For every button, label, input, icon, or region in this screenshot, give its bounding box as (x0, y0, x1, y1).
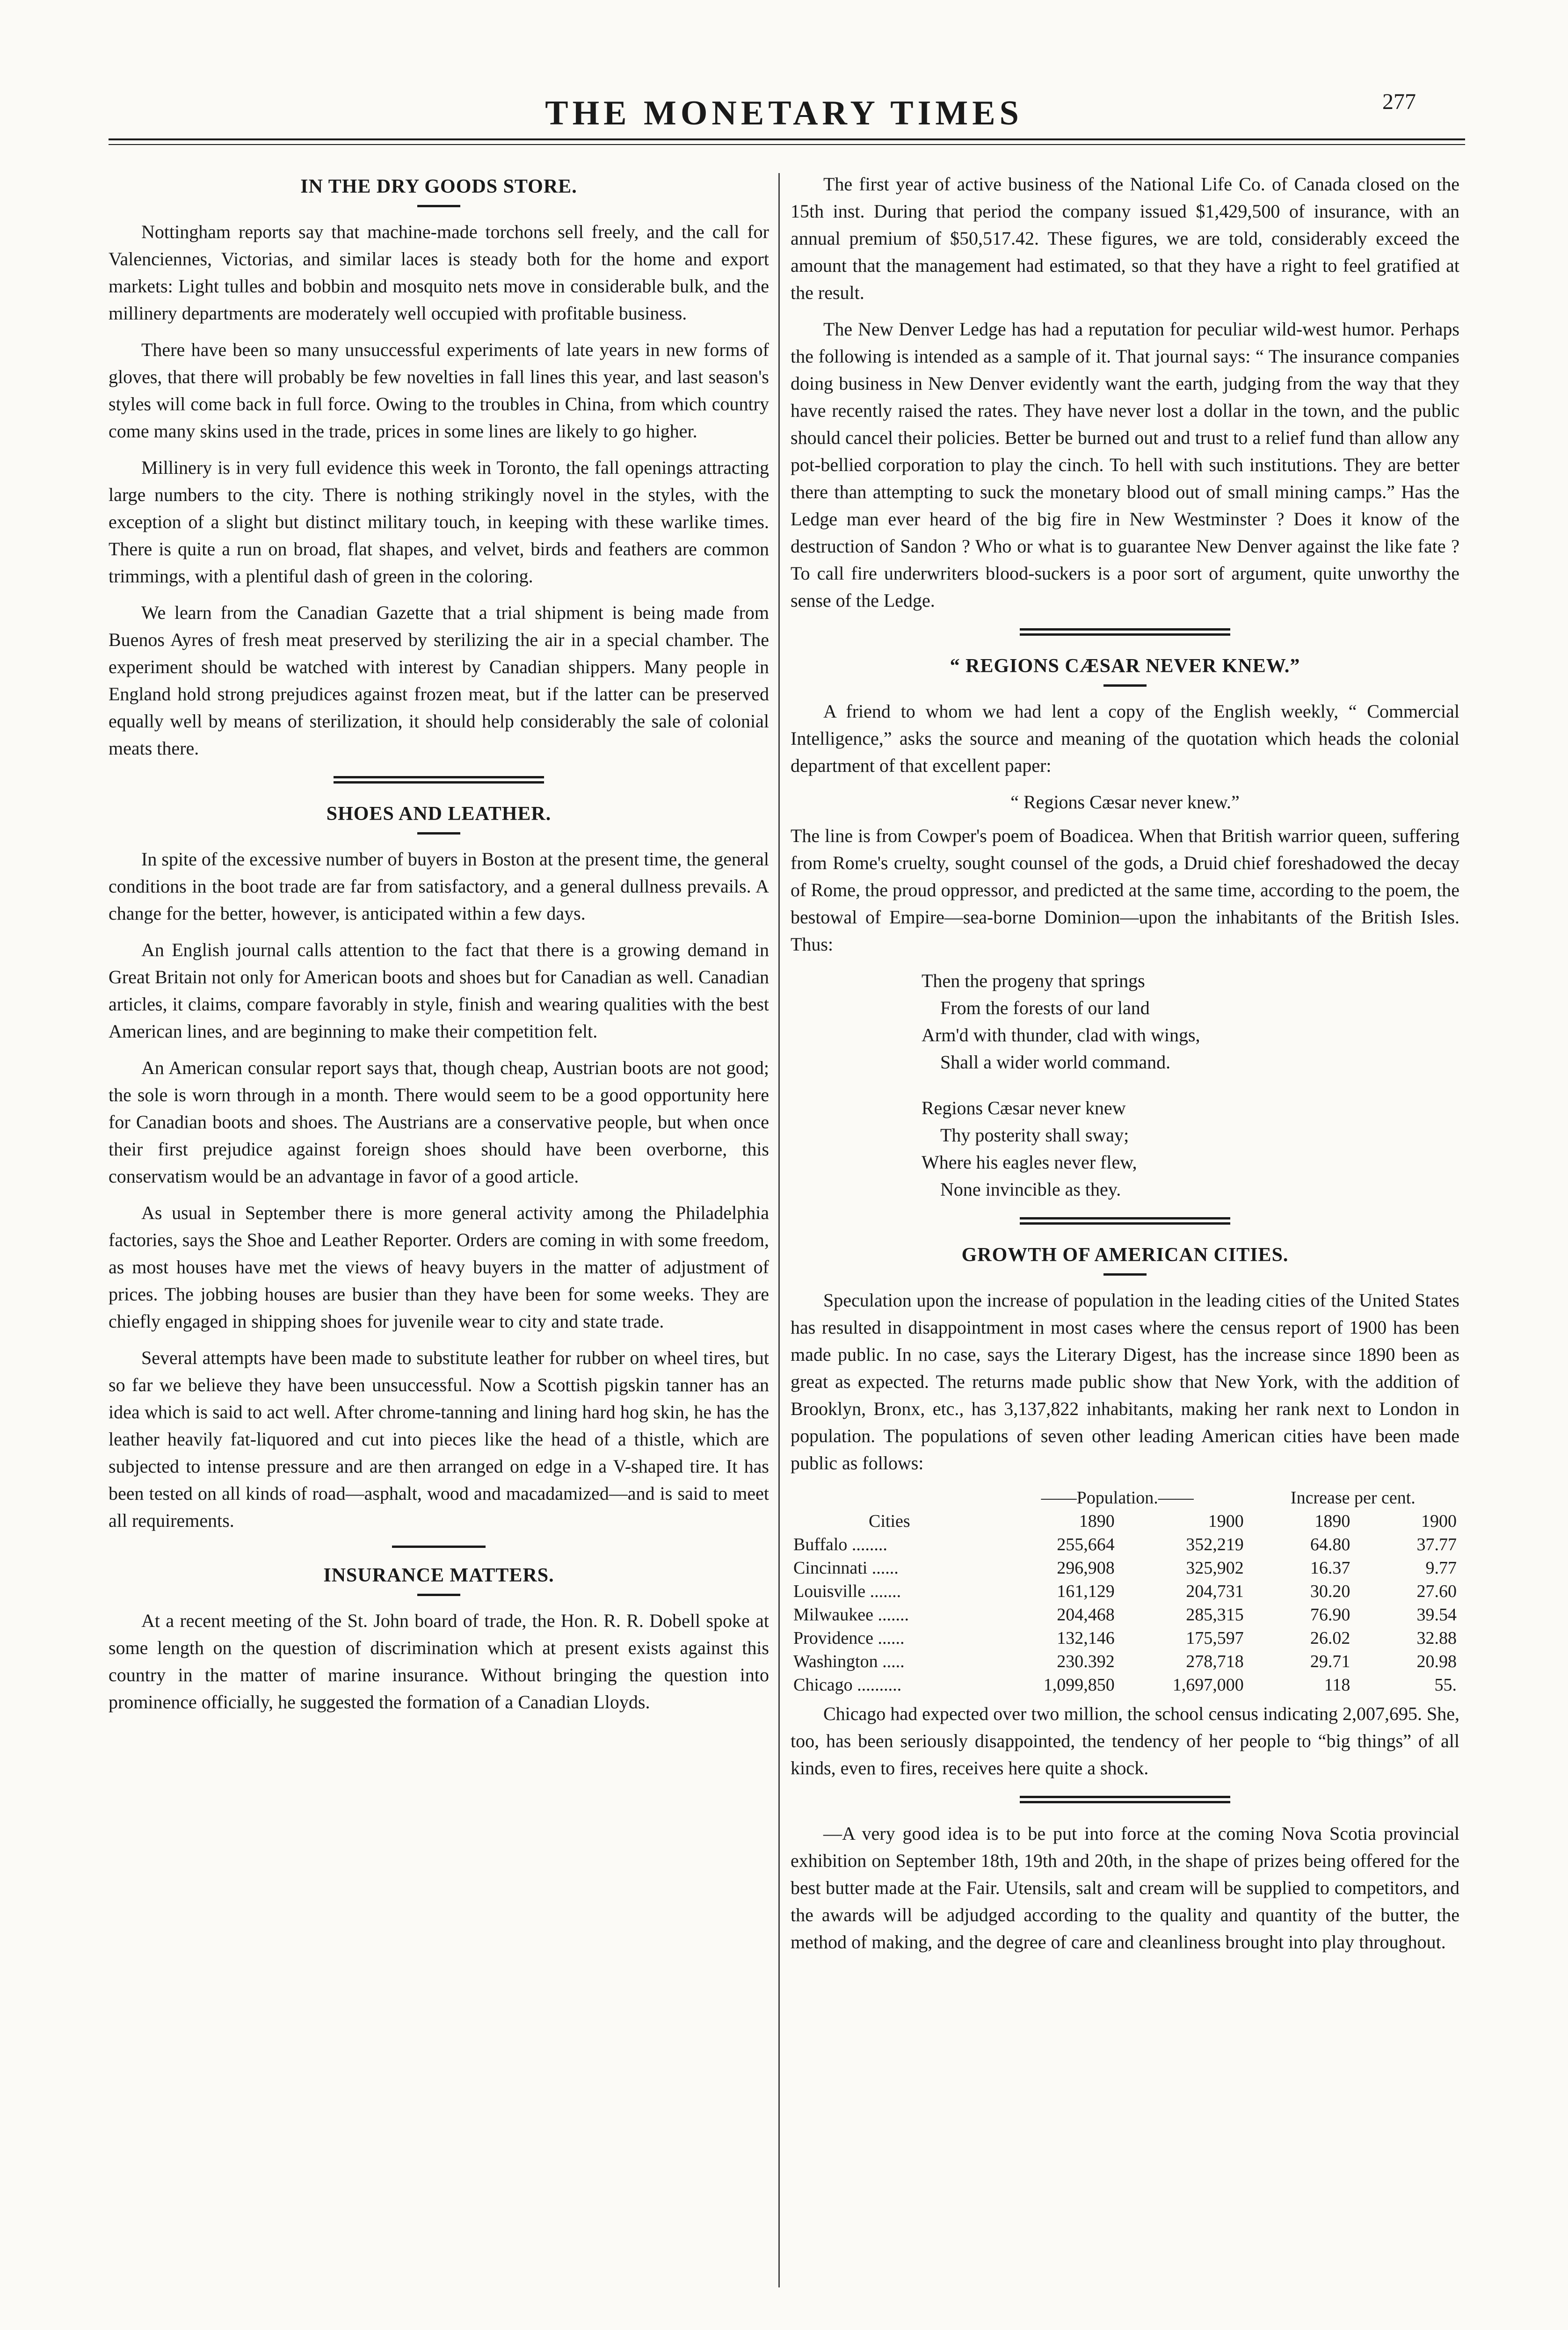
article-paragraph: Nottingham reports say that machine-made torchons sell freely, and the call for Valenciennes, Victorias, and similar laces is steady both for the home and export markets: Light tulles and bobbin and mosquito nets move in considerable bulk, and the millinery departments are moderately well occupied with profitable business. (109, 221, 769, 324)
table-column-header (791, 1510, 1459, 1533)
section-separator-short (392, 1546, 486, 1548)
heading-rule (417, 832, 460, 835)
column-header-increase-1900: 1900 (1421, 1511, 1457, 1531)
table-cell-city: Washington ..... (793, 1652, 905, 1671)
article-paragraph: —A very good idea is to be put into force at the coming Nova Scotia provincial exhibition on September 18th, 19th and 20th, in the shape of prizes being offered for the best butter made at the Fair. Utensils, salt and cream will be supplied to competitors, and the awards will be adjudged according to the quality and quantity of the butter, the method of making, and the degree of care and cleanliness brought into play throughout. (791, 1823, 1459, 1953)
column-header-1900: 1900 (1208, 1511, 1244, 1531)
left-column (109, 173, 769, 1725)
poem-line: Then the progeny that springs (922, 970, 1145, 991)
table-cell-i1890: 26.02 (1310, 1628, 1350, 1648)
table-cell-i1890: 76.90 (1310, 1605, 1350, 1625)
table-cell-city: Providence ...... (793, 1628, 905, 1648)
table-cell-i1900: 39.54 (1416, 1605, 1457, 1625)
table-row (791, 1556, 1459, 1580)
section-separator (1020, 1217, 1230, 1225)
table-cell-p1900: 325,902 (1186, 1558, 1244, 1578)
table-row (791, 1603, 1459, 1626)
table-cell-i1890: 64.80 (1310, 1535, 1350, 1554)
poem-line: Thy posterity shall sway; (940, 1125, 1129, 1146)
article-paragraph: Chicago had expected over two million, the school census indicating 2,007,695. She, too, has been seriously disappointed, the tendency of her people to “big things” of all kinds, even to fires, receives here quite a shock. (791, 1703, 1459, 1778)
table-cell-i1900: 20.98 (1416, 1652, 1457, 1671)
increase-group-header: Increase per cent. (1290, 1488, 1416, 1508)
poem-line: Where his eagles never flew, (922, 1152, 1137, 1173)
article-paragraph: Several attempts have been made to substitute leather for rubber on wheel tires, but so far we believe they have been unsuccessful. Now a Scottish pigskin tanner has an idea which is said to act well. After chrome-tanning and lining hard hog skin, he has the leather heavily fat-liquored and cut into pieces like the head of a thistle, which are subjected to intense pressure and are then arranged on edge in a V-shaped tire. It has been tested on all kinds of road—asphalt, wood and macadamized—and is said to meet all requirements. (109, 1347, 769, 1531)
table-cell-i1900: 37.77 (1416, 1535, 1457, 1554)
table-cell-p1900: 204,731 (1186, 1582, 1244, 1601)
table-cell-i1900: 55. (1434, 1675, 1457, 1695)
table-cell-p1900: 352,219 (1186, 1535, 1244, 1554)
article-paragraph: Millinery is in very full evidence this week in Toronto, the fall openings attracting large numbers to the city. There is nothing strikingly novel in the styles, with the exception of a slight but distinct military touch, in keeping with these warlike times. There is quite a run on broad, flat shapes, and velvet, birds and feathers are common trimmings, with a plentiful dash of green in the coloring. (109, 457, 769, 587)
article-paragraph: As usual in September there is more general activity among the Philadelphia factories, says the Shoe and Leather Reporter. Orders are coming in with some freedom, as most houses have met the views of heavy buyers in the matter of adjustment of prices. The jobbing houses are busier than they have been for some weeks. They are chiefly engaged in shipping shoes for juvenile wear to city and state trade. (109, 1202, 769, 1332)
table-cell-p1900: 1,697,000 (1172, 1675, 1244, 1695)
insurance-matters-article (109, 1562, 769, 1716)
section-separator (1020, 628, 1230, 636)
article-paragraph: A friend to whom we had lent a copy of the English weekly, “ Commercial Intelligence,” asks the source and meaning of the quotation which heads the colonial department of that excellent paper: (791, 701, 1459, 776)
shoes-leather-article (109, 800, 769, 1534)
table-cell-p1890: 161,129 (1057, 1582, 1115, 1601)
table-cell-city: Louisville ....... (793, 1582, 901, 1601)
masthead-rule-top (109, 138, 1465, 140)
table-cell-p1890: 1,099,850 (1043, 1675, 1115, 1695)
table-row (791, 1533, 1459, 1556)
table-cell-p1890: 255,664 (1057, 1535, 1115, 1554)
article-paragraph: The New Denver Ledge has had a reputation for peculiar wild-west humor. Perhaps the following is intended as a sample of it. That journal says: “ The insurance companies doing business in New Denver evidently want the earth, judging from the way that they have recently raised the rates. They have never lost a dollar in the town, and the public should cancel their policies. Better be burned out and trust to a relief fund than allow any pot-bellied corporation to play the cinch. To hell with such institutions. They are better there than attempting to suck the monetary blood out of small mining camps.” Has the Ledge man ever heard of the big fire in New Westminster ? Does it know of the destruction of Sandon ? Who or what is to guarantee New Denver against the like fate ? To call fire underwriters blood-suckers is a poor sort of argument, quite unworthy the sense of the Ledge. (791, 319, 1459, 611)
heading-rule (417, 1594, 460, 1596)
article-paragraph: The first year of active business of the National Life Co. of Canada closed on the 15th inst. During that period the company issued $1,429,500 of insurance, with an annual premium of $50,517.42. These figures, we are told, considerably exceed the amount that the management had estimated, so that they have a right to feel gratified at the result. (791, 174, 1459, 303)
article-paragraph: An English journal calls attention to the fact that there is a growing demand in Great Britain not only for American boots and shoes but for Canadian as well. Canadian articles, it claims, compare favorably in style, finish and wearing qualities with the best American lines, and are beginning to make their competition felt. (109, 939, 769, 1042)
population-group-header: ——Population.—— (1041, 1488, 1194, 1508)
table-cell-city: Cincinnati ...... (793, 1558, 899, 1578)
table-cell-i1900: 9.77 (1425, 1558, 1457, 1578)
caesar-article (791, 653, 1459, 1203)
table-row (791, 1673, 1459, 1697)
article-heading: INSURANCE MATTERS. (323, 1565, 554, 1586)
table-cell-city: Chicago .......... (793, 1675, 902, 1695)
masthead-title: THE MONETARY TIMES (545, 94, 1023, 132)
table-cell-city: Milwaukee ....... (793, 1605, 909, 1625)
article-paragraph: Speculation upon the increase of population in the leading cities of the United States has resulted in disappointment in most cases where the census report of 1900 has been made public. In no case, says the Literary Digest, has the increase since 1890 been as great as expected. The returns made public show that New York, with the addition of Brooklyn, Bronx, etc., has 3,137,822 inhabitants, making her rank next to London in population. The populations of seven other leading American cities have been made public as follows: (791, 1290, 1459, 1473)
article-paragraph: There have been so many unsuccessful experiments of late years in new forms of gloves, that there will probably be few novelties in fall lines this year, and last season's styles will come back in full force. Owing to the troubles in China, from which country come many skins used in the trade, prices in some lines are likely to go higher. (109, 339, 769, 442)
heading-rule (1103, 1273, 1147, 1276)
article-heading: “ REGIONS CÆSAR NEVER KNEW.” (950, 655, 1300, 677)
table-row (791, 1626, 1459, 1650)
table-cell-i1900: 32.88 (1416, 1628, 1457, 1648)
table-cell-city: Buffalo ........ (793, 1535, 887, 1554)
table-cell-i1890: 30.20 (1310, 1582, 1350, 1601)
poem-line: None invincible as they. (940, 1179, 1121, 1200)
dry-goods-article (109, 173, 769, 762)
table-row (791, 1650, 1459, 1673)
section-separator (1020, 1796, 1230, 1803)
article-paragraph: The line is from Cowper's poem of Boadicea. When that British warrior queen, suffering from Rome's cruelty, sought counsel of the gods, a Druid chief foreshadowed the decay of Rome, the proud oppressor, and predicted at the same time, according to the poem, the bestowal of Empire—sea-borne Dominion—upon the inhabitants of the British Isles. Thus: (791, 825, 1459, 955)
poem-line: Regions Cæsar never knew (922, 1097, 1126, 1118)
column-header-1890: 1890 (1079, 1511, 1115, 1531)
article-paragraph: In spite of the excessive number of buyers in Boston at the present time, the general conditions in the boot trade are far from satisfactory, and a general dullness prevails. A change for the better, however, is anticipated within a few days. (109, 849, 769, 924)
column-header-city: Cities (869, 1511, 910, 1531)
section-separator (334, 776, 544, 784)
table-cell-i1900: 27.60 (1416, 1582, 1457, 1601)
article-heading: SHOES AND LEATHER. (326, 803, 552, 825)
table-row (791, 1580, 1459, 1603)
page-number: 277 (1382, 89, 1416, 114)
american-cities-article (791, 1241, 1459, 1782)
table-cell-p1900: 285,315 (1186, 1605, 1244, 1625)
table-cell-p1890: 204,468 (1057, 1605, 1115, 1625)
article-heading: IN THE DRY GOODS STORE. (300, 176, 577, 197)
heading-rule (417, 205, 460, 207)
table-cell-i1890: 29.71 (1310, 1652, 1350, 1671)
table-cell-p1890: 132,146 (1057, 1628, 1115, 1648)
table-cell-i1890: 16.37 (1310, 1558, 1350, 1578)
table-cell-p1890: 296,908 (1057, 1558, 1115, 1578)
masthead-rule-bottom (109, 144, 1465, 145)
article-paragraph: At a recent meeting of the St. John board of trade, the Hon. R. R. Dobell spoke at some length on the question of discrimination which at present exists against this country in the matter of marine insurance. Without bringing the question into prominence officially, he suggested the formation of a Canadian Lloyds. (109, 1610, 769, 1713)
right-column (791, 171, 1459, 1965)
article-paragraph: An American consular report says that, though cheap, Austrian boots are not good; the sole is worn through in a month. There would seem to be a good opportunity here for Canadian boots and shoes. The Austrians are a conservative people, but when once their first prejudice against foreign shoes should have been overborne, this conservatism would be an advantage in favor of a good article. (109, 1057, 769, 1187)
table-cell-p1890: 230.392 (1057, 1652, 1115, 1671)
column-header-increase-1890: 1890 (1314, 1511, 1350, 1531)
table-cell-i1890: 118 (1324, 1675, 1350, 1695)
poem-stanza (922, 967, 1459, 1203)
poem-line: From the forests of our land (940, 997, 1150, 1018)
table-cell-p1900: 175,597 (1186, 1628, 1244, 1648)
poem-line: Shall a wider world command. (940, 1052, 1171, 1073)
population-table (791, 1486, 1459, 1697)
heading-rule (1103, 684, 1147, 687)
article-heading: GROWTH OF AMERICAN CITIES. (961, 1244, 1289, 1266)
article-paragraph: We learn from the Canadian Gazette that a trial shipment is being made from Buenos Ayres of fresh meat preserved by sterilizing the air in a special chamber. The experiment should be watched with interest by Canadian shippers. Many people in England hold strong prejudices against frozen meat, but if the latter can be preserved equally well by means of sterilization, it should help considerably the sale of colonial meats there. (109, 602, 769, 759)
quotation: “ Regions Cæsar never knew.” (1010, 791, 1240, 813)
poem-line: Arm'd with thunder, clad with wings, (922, 1024, 1200, 1045)
table-cell-p1900: 278,718 (1186, 1652, 1244, 1671)
table-group-header (791, 1486, 1459, 1510)
column-divider (778, 173, 780, 2287)
